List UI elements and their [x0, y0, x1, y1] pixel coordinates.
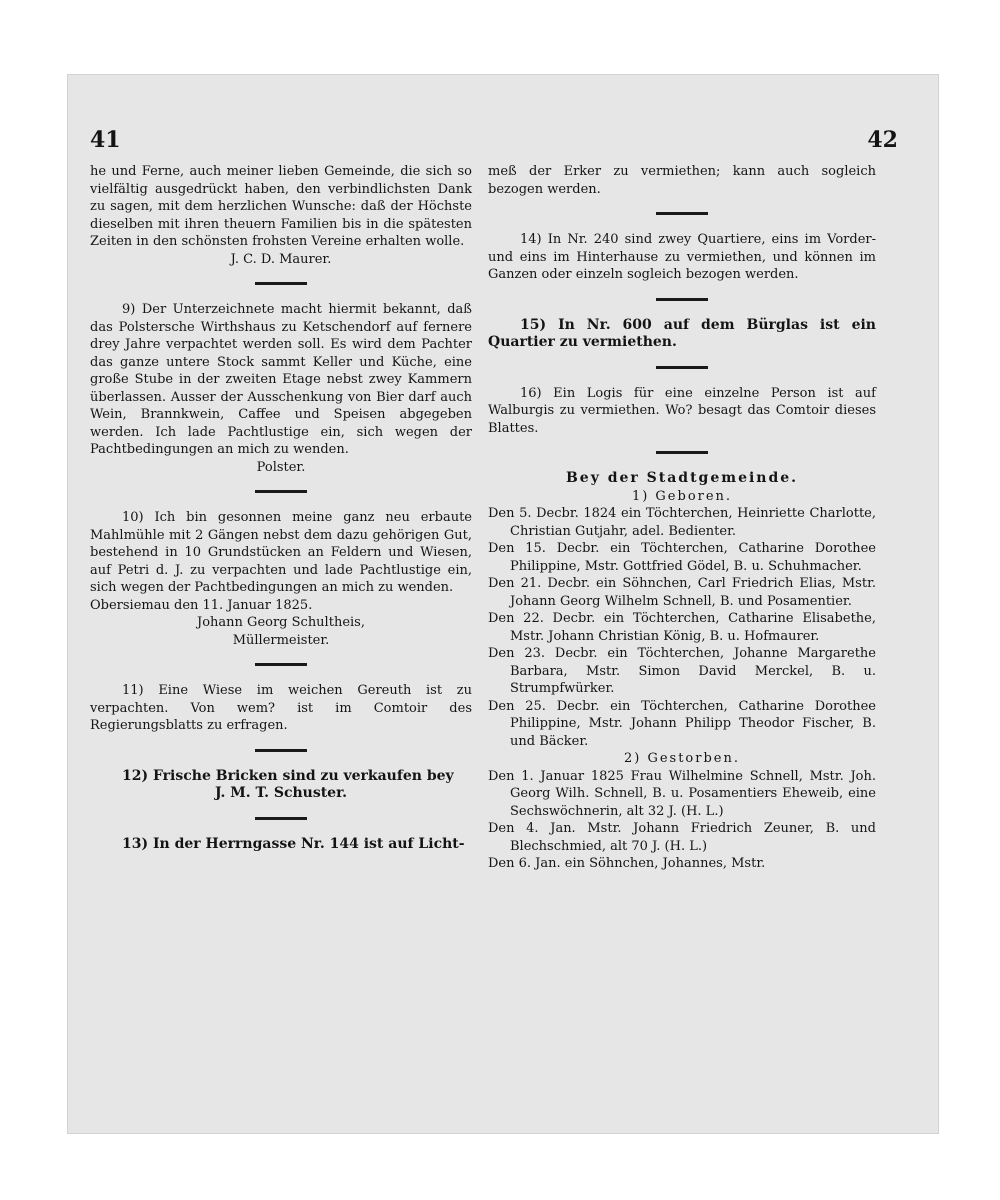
- scanned-page: [67, 74, 939, 1134]
- notice-9-text: 9) Der Unterzeichnete macht hiermit bekannt, daß das Polstersche Wirthshaus zu Ketschendorf auf fernere drey Jahre verpachtet werden soll. Es wird dem Pachter das ganze untere Stock sammt Keller und Küche, eine große Stube in der zweiten Etage nebst zwey Kammern überlassen. Ausser der Ausschenkung von Bier darf auch Wein, Brannkwein, Caffee und Speisen abgegeben werden. Ich lade Pachtlustige ein, sich wegen der Pachtbedingungen an mich zu wenden.: [90, 302, 472, 457]
- notice-10-place-date: Obersiemau den 11. Januar 1825.: [90, 597, 313, 613]
- notice-10-signature-name: Johann Georg Schultheis,: [197, 615, 365, 630]
- notice-14-text: 14) In Nr. 240 sind zwey Quartiere, eins im Vorder- und eins im Hinterhause zu vermiethen, und können im Ganzen oder einzeln sogleich bezogen werden.: [488, 232, 876, 282]
- page-number-right: 42: [867, 127, 898, 153]
- death-entry: Den 1. Januar 1825 Frau Wilhelmine Schnell, Mstr. Joh. Georg Wilh. Schnell, B. u. Posamentiers Eheweib, eine Sechswöchnerin, alt 32 J. (H. L.): [488, 768, 876, 819]
- notice-15-text: 15) In Nr. 600 auf dem Bürglas ist ein Quartier zu vermiethen.: [488, 316, 876, 350]
- notice-12-text: 12) Frische Bricken sind zu verkaufen bey: [122, 767, 454, 784]
- section-divider: [656, 298, 708, 301]
- notice-13-text: 13) In der Herrngasse Nr. 144 ist auf Licht-: [122, 835, 465, 852]
- died-heading: 2) Gestorben.: [623, 751, 740, 766]
- page-number-left: 41: [90, 127, 121, 153]
- notice-10-text: 10) Ich bin gesonnen meine ganz neu erbaute Mahlmühle mit 2 Gängen nebst dem dazu gehörigen Gut, bestehend in 10 Grundstücken an Feldern und Wiesen, auf Petri d. J. zu verpachten und lade Pachtlustige ein, sich wegen der Pachtbedingungen an mich zu wenden.: [90, 510, 472, 595]
- right-column: [488, 163, 876, 873]
- birth-entry: Den 23. Decbr. ein Töchterchen, Johanne Margarethe Barbara, Mstr. Simon David Merckel, B. u. Strumpfwürker.: [488, 646, 876, 696]
- section-divider: [255, 817, 307, 820]
- born-heading: 1) Geboren.: [631, 488, 733, 504]
- birth-entry: Den 15. Decbr. ein Töchterchen, Catharine Dorothee Philippine, Mstr. Gottfried Gödel, B. u. Schuhmacher.: [488, 541, 876, 574]
- section-divider: [255, 749, 307, 752]
- left-column: [90, 163, 472, 853]
- death-entry: Den 4. Jan. Mstr. Johann Friedrich Zeuner, B. und Blechschmied, alt 70 J. (H. L.): [488, 821, 876, 854]
- section-divider: [656, 212, 708, 215]
- notice-intro-signature: J. C. D. Maurer.: [230, 251, 332, 267]
- death-entry: Den 6. Jan. ein Söhnchen, Johannes, Mstr.: [488, 856, 766, 871]
- section-heading-stadtgemeinde: Bey der Stadtgemeinde.: [565, 470, 799, 486]
- notice-intro-text: he und Ferne, auch meiner lieben Gemeinde, die sich so vielfältig ausgedrückt haben, den verbindlichsten Dank zu sagen, mit dem herzlichen Wunsche: daß der Höchste dieselben mit ihren theuern Familien bis in die spätesten Zeiten in den schönsten frohsten Vereine erhalten wolle.: [90, 164, 472, 249]
- section-divider: [255, 663, 307, 666]
- birth-entry: Den 25. Decbr. ein Töchterchen, Catharine Dorothee Philippine, Mstr. Johann Philipp Theodor Fischer, B. und Bäcker.: [488, 698, 876, 749]
- notice-16-text: 16) Ein Logis für eine einzelne Person ist auf Walburgis zu vermiethen. Wo? besagt das Comtoir dieses Blattes.: [488, 385, 876, 436]
- notice-13-continued-text: meß der Erker zu vermiethen; kann auch sogleich bezogen werden.: [488, 164, 876, 197]
- notice-10-signature-title: Müllermeister.: [232, 632, 330, 648]
- birth-entry: Den 21. Decbr. ein Söhnchen, Carl Friedrich Elias, Mstr. Johann Georg Wilhelm Schnell, B. und Posamentier.: [488, 576, 876, 609]
- section-divider: [656, 366, 708, 369]
- section-divider: [255, 490, 307, 493]
- section-divider: [255, 282, 307, 285]
- birth-entry: Den 22. Decbr. ein Töchterchen, Catharine Elisabethe, Mstr. Johann Christian König, B. u. Hofmaurer.: [488, 611, 876, 644]
- notice-12-signature: J. M. T. Schuster.: [214, 785, 348, 801]
- notice-9-signature: Polster.: [256, 459, 306, 475]
- section-divider: [656, 451, 708, 454]
- notice-11-text: 11) Eine Wiese im weichen Gereuth ist zu verpachten. Von wem? ist im Comtoir des Regierungsblatts zu erfragen.: [90, 683, 472, 733]
- birth-entry: Den 5. Decbr. 1824 ein Töchterchen, Heinriette Charlotte, Christian Gutjahr, adel. Bedienter.: [488, 506, 876, 539]
